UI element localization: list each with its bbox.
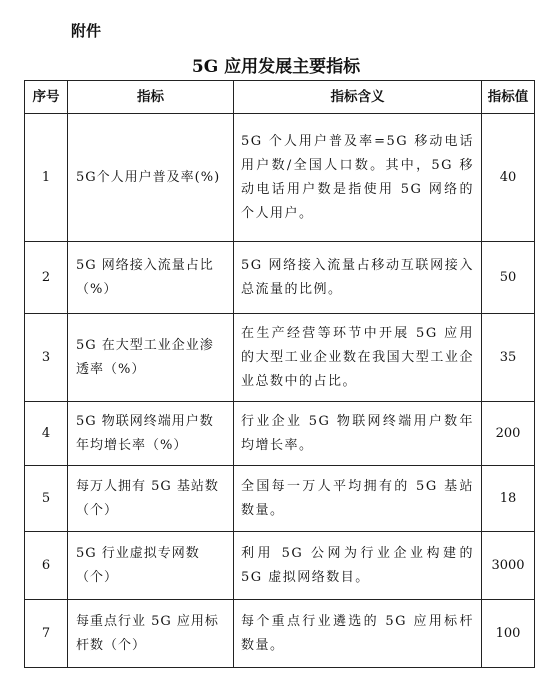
indicator-name: 5G 行业虚拟专网数（个） <box>68 532 234 600</box>
indicator-value: 100 <box>482 600 535 668</box>
row-number: 2 <box>25 242 68 314</box>
row-number: 3 <box>25 314 68 402</box>
table-row <box>25 114 535 242</box>
table-row <box>25 532 535 600</box>
table-row <box>25 402 535 466</box>
column-header-no: 序号 <box>25 81 68 114</box>
table-row <box>25 314 535 402</box>
indicator-value: 40 <box>482 114 535 242</box>
row-number: 7 <box>25 600 68 668</box>
row-number: 6 <box>25 532 68 600</box>
indicator-meaning: 利用 5G 公网为行业企业构建的 5G 虚拟网络数目。 <box>234 532 482 600</box>
indicator-value: 200 <box>482 402 535 466</box>
column-header-indicator: 指标 <box>68 81 234 114</box>
document-title: 5G 应用发展主要指标 <box>191 57 361 77</box>
table-row <box>25 242 535 314</box>
indicator-meaning: 每个重点行业遴选的 5G 应用标杆数量。 <box>234 600 482 668</box>
indicator-name: 5G 网络接入流量占比（%） <box>68 242 234 314</box>
row-number: 4 <box>25 402 68 466</box>
attachment-label: 附件 <box>71 22 102 40</box>
column-header-meaning: 指标含义 <box>234 81 482 114</box>
indicator-name: 5G 物联网终端用户数年均增长率（%） <box>68 402 234 466</box>
indicator-name: 每重点行业 5G 应用标杆数（个） <box>68 600 234 668</box>
row-number: 5 <box>25 466 68 532</box>
indicator-name: 5G 在大型工业企业渗透率（%） <box>68 314 234 402</box>
column-header-value: 指标值 <box>482 81 535 114</box>
table-row <box>25 466 535 532</box>
table-row <box>25 600 535 668</box>
indicator-name: 5G个人用户普及率(%) <box>68 114 234 242</box>
indicator-value: 3000 <box>482 532 535 600</box>
indicator-meaning: 5G 个人用户普及率=5G 移动电话用户数/全国人口数。其中，5G 移动电话用户数是指使用 5G 网络的个人用户。 <box>234 114 482 242</box>
indicator-name: 每万人拥有 5G 基站数（个） <box>68 466 234 532</box>
table-header-row <box>25 81 535 114</box>
indicator-value: 18 <box>482 466 535 532</box>
indicator-meaning: 5G 网络接入流量占移动互联网接入总流量的比例。 <box>234 242 482 314</box>
indicator-meaning: 在生产经营等环节中开展 5G 应用的大型工业企业数在我国大型工业企业总数中的占比。 <box>234 314 482 402</box>
indicator-value: 50 <box>482 242 535 314</box>
indicator-value: 35 <box>482 314 535 402</box>
indicator-meaning: 行业企业 5G 物联网终端用户数年均增长率。 <box>234 402 482 466</box>
indicator-table <box>24 80 535 668</box>
indicator-meaning: 全国每一万人平均拥有的 5G 基站数量。 <box>234 466 482 532</box>
row-number: 1 <box>25 114 68 242</box>
